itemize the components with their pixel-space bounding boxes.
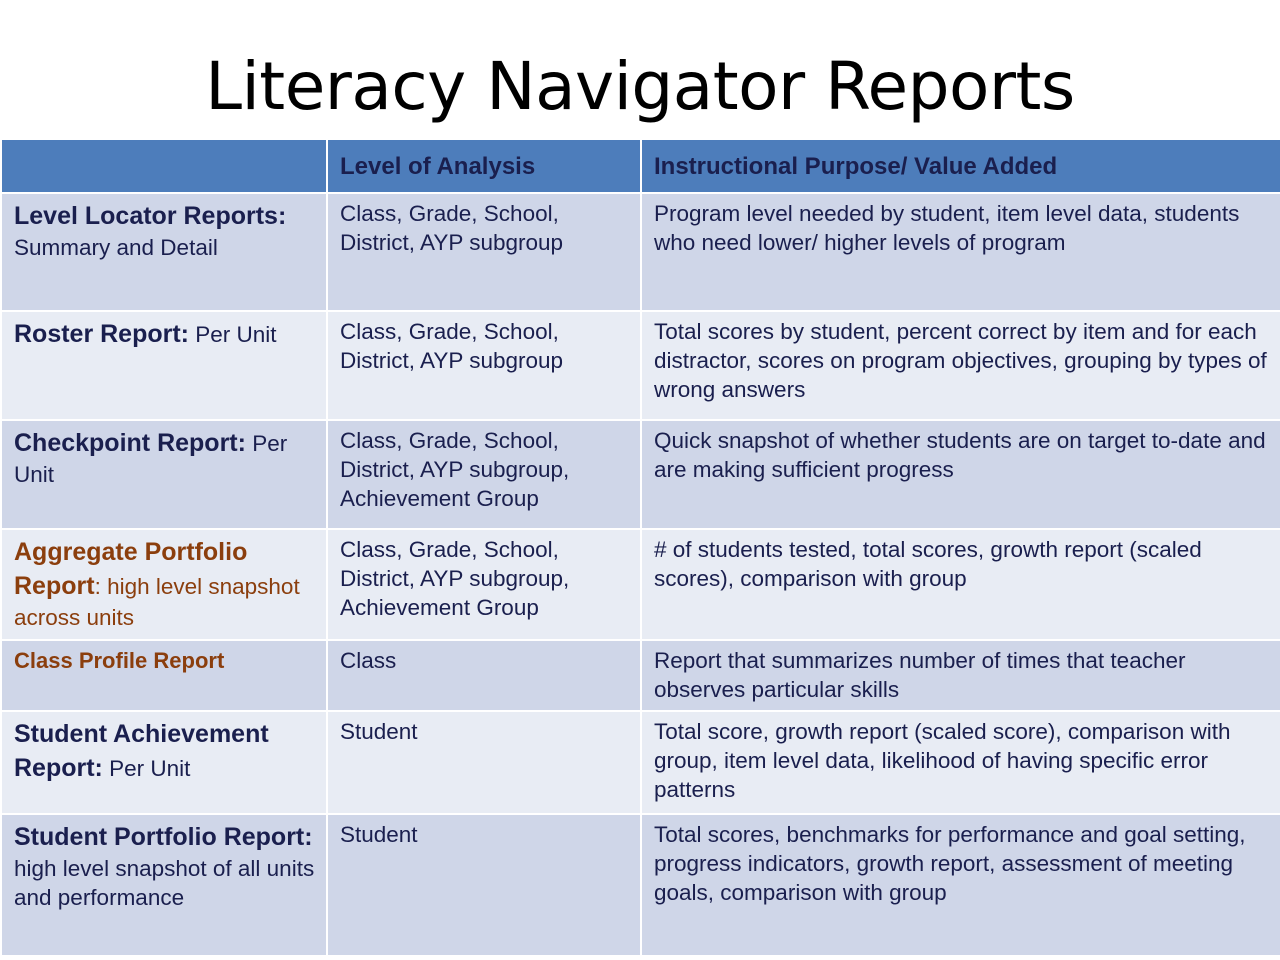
table-row xyxy=(1,311,1280,420)
level-cell: Class, Grade, School, District, AYP subgroup, Achievement Group xyxy=(327,420,641,529)
purpose-cell: Total scores, benchmarks for performance and goal setting, progress indicators, growth report, assessment of meeting goals, comparison with group xyxy=(641,814,1280,956)
purpose-cell: # of students tested, total scores, growth report (scaled scores), comparison with group xyxy=(641,529,1280,640)
table-row xyxy=(1,814,1280,956)
slide-title: Literacy Navigator Reports xyxy=(205,48,1075,125)
report-name: Level Locator Reports: xyxy=(14,202,287,230)
report-name: Class Profile Report xyxy=(14,648,225,673)
purpose-cell: Program level needed by student, item level data, students who need lower/ higher levels of program xyxy=(641,193,1280,311)
report-detail: Per Unit xyxy=(189,322,277,347)
table-row xyxy=(1,420,1280,529)
level-cell: Student xyxy=(327,814,641,956)
header-cell-purpose: Instructional Purpose/ Value Added xyxy=(641,139,1280,193)
purpose-cell: Total score, growth report (scaled score), comparison with group, item level data, likelihood of having specific error patterns xyxy=(641,711,1280,814)
report-name-cell xyxy=(1,640,327,711)
report-detail: : high level snapshot across units xyxy=(14,574,300,630)
report-name-cell xyxy=(1,814,327,956)
report-name: Checkpoint Report: xyxy=(14,429,246,457)
report-detail: Per Unit xyxy=(14,431,288,487)
report-name-cell xyxy=(1,193,327,311)
header-cell-level: Level of Analysis xyxy=(327,139,641,193)
report-name: Student Portfolio Report: xyxy=(14,823,313,851)
report-detail: high level snapshot of all units and performance xyxy=(14,856,315,910)
table-header-row xyxy=(1,139,1280,193)
level-cell: Class, Grade, School, District, AYP subgroup xyxy=(327,193,641,311)
table-row xyxy=(1,640,1280,711)
reports-table xyxy=(0,138,1280,957)
report-name-cell xyxy=(1,711,327,814)
header-cell-blank xyxy=(1,139,327,193)
purpose-cell: Total scores by student, percent correct by item and for each distractor, scores on program objectives, grouping by types of wrong answers xyxy=(641,311,1280,420)
purpose-cell: Quick snapshot of whether students are on target to-date and are making sufficient progress xyxy=(641,420,1280,529)
purpose-cell: Report that summarizes number of times that teacher observes particular skills xyxy=(641,640,1280,711)
report-detail: Per Unit xyxy=(102,756,191,781)
level-cell: Class xyxy=(327,640,641,711)
report-detail: Summary and Detail xyxy=(14,235,218,260)
level-cell: Class, Grade, School, District, AYP subgroup, Achievement Group xyxy=(327,529,641,640)
table-row xyxy=(1,193,1280,311)
report-name: Student Achievement Report: xyxy=(14,720,269,782)
report-name-cell xyxy=(1,420,327,529)
table-row xyxy=(1,529,1280,640)
report-name: Aggregate Portfolio Report xyxy=(14,538,248,600)
level-cell: Student xyxy=(327,711,641,814)
report-name-cell xyxy=(1,311,327,420)
level-cell: Class, Grade, School, District, AYP subgroup xyxy=(327,311,641,420)
report-name-cell xyxy=(1,529,327,640)
table-row xyxy=(1,711,1280,814)
report-name: Roster Report: xyxy=(14,320,190,348)
